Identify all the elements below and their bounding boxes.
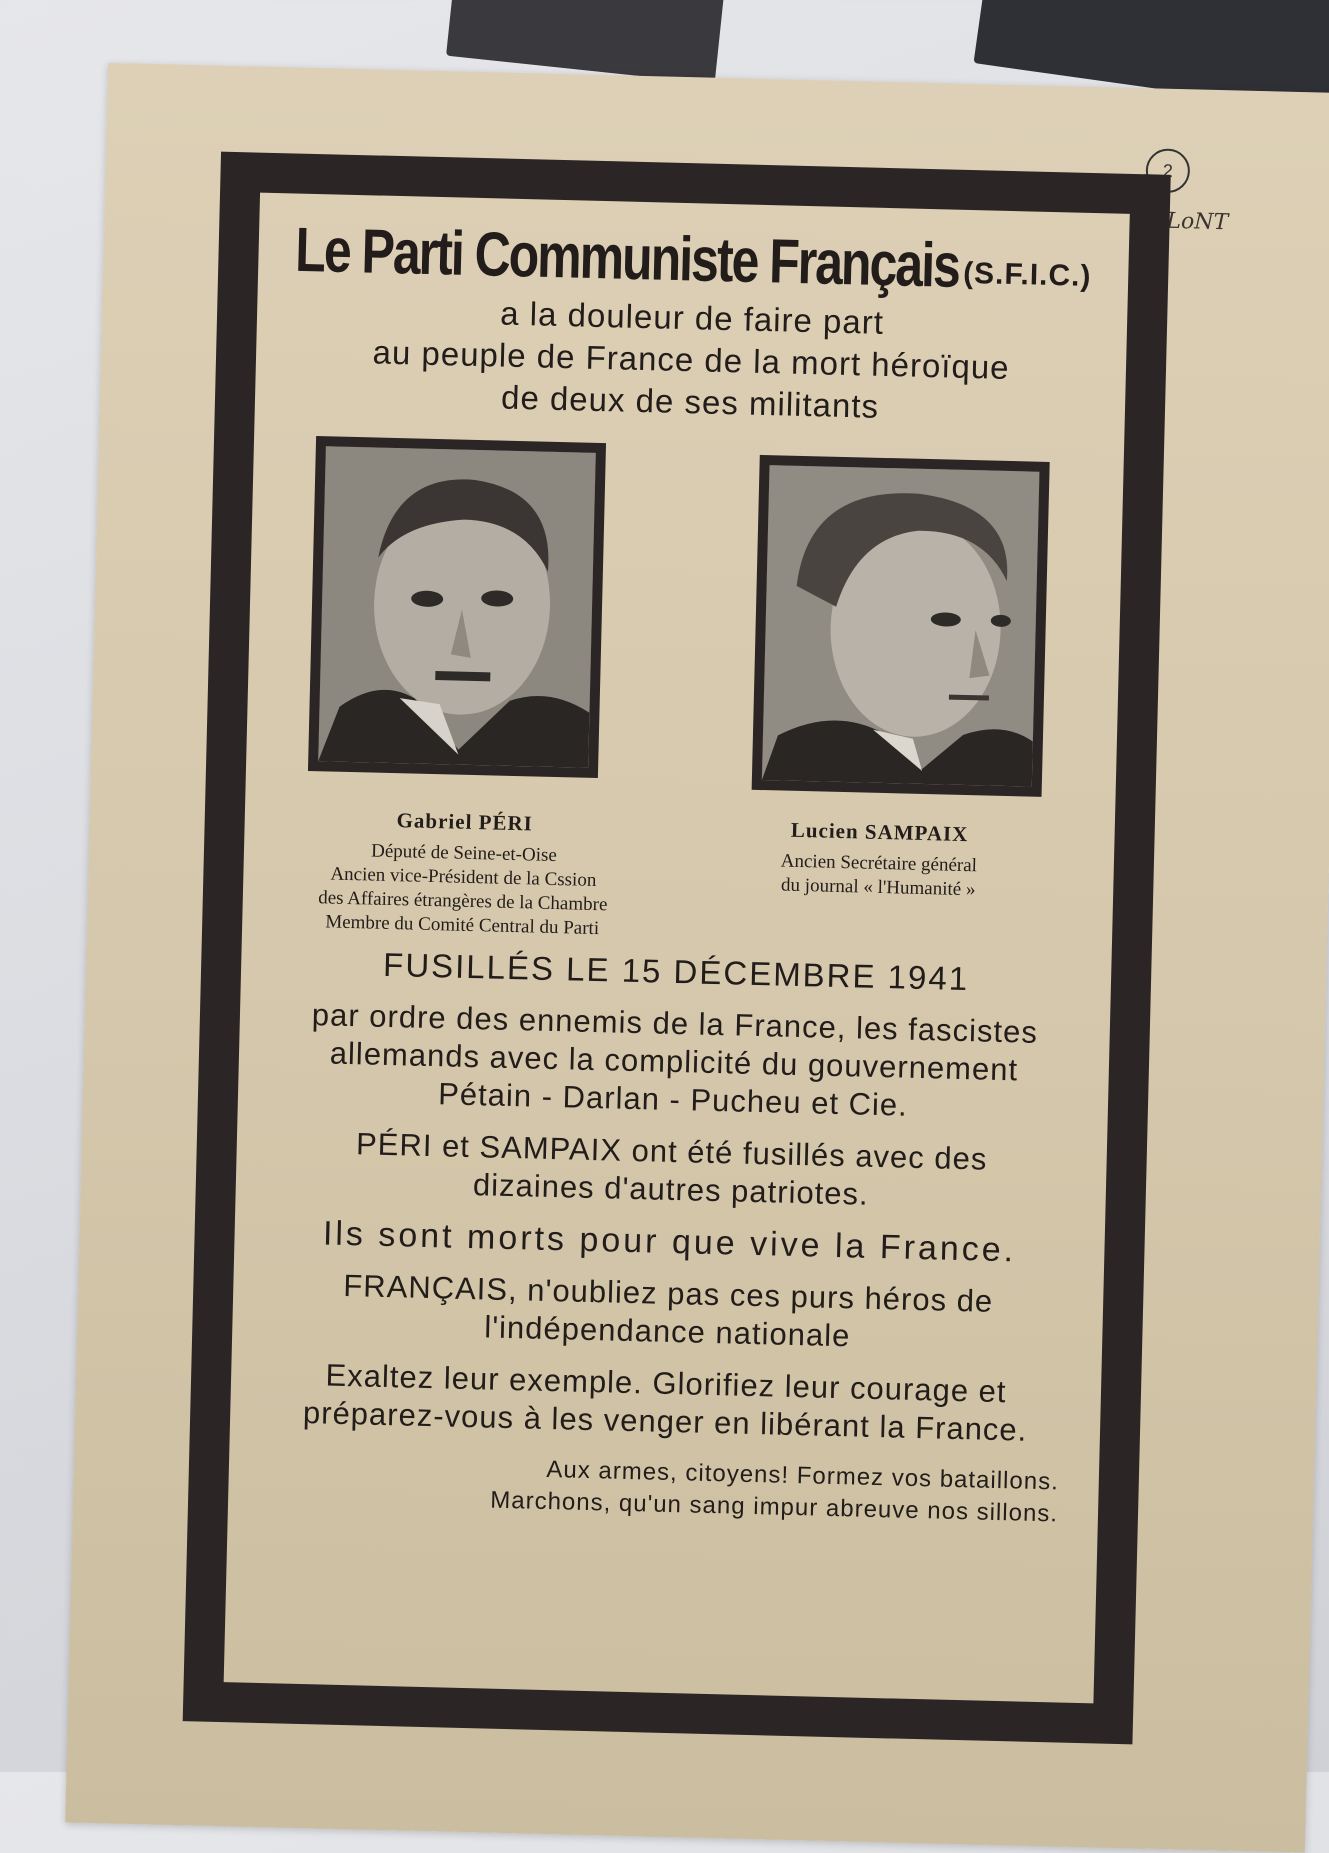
anthem-line: Aux armes, citoyens! Formez vos bataillons.	[546, 1455, 1060, 1496]
execution-date: FUSILLÉS LE 15 DÉCEMBRE 1941	[382, 945, 970, 998]
marseillaise-quote	[228, 1446, 1099, 1531]
person-name: Lucien SAMPAIX	[790, 817, 969, 847]
person-title-line: Ancien vice-Président de la Cssion	[330, 863, 597, 892]
paragraph-executions	[235, 1122, 1107, 1219]
intro-text	[255, 287, 1128, 434]
paragraph-line: dizaines d'autres patriotes.	[472, 1167, 870, 1212]
paragraph-perpetrators	[238, 994, 1111, 1129]
person-title-line: Ancien Secrétaire général	[780, 850, 978, 877]
paragraph-line: FRANÇAIS, n'oubliez pas ces purs héros de	[342, 1267, 994, 1319]
poster-title-suffix: (S.F.I.C.)	[962, 256, 1092, 293]
paragraph-line: l'indépendance nationale	[483, 1309, 851, 1354]
portrait-photo	[762, 465, 1040, 787]
intro-line: de deux de ses militants	[500, 378, 880, 425]
person-title-line: des Affaires étrangères de la Chambre	[317, 887, 608, 916]
intro-line: au peuple de France de la mort héroïque	[372, 333, 1010, 386]
portrait-lucien-sampaix	[752, 455, 1050, 797]
paragraph-line: préparez-vous à les venger en libérant la France.	[302, 1395, 1028, 1448]
paragraph-remember	[232, 1264, 1104, 1361]
person-name: Gabriel PÉRI	[396, 808, 534, 836]
poster-title: Le Parti Communiste Français	[294, 214, 960, 301]
caption-gabriel-peri	[282, 805, 645, 942]
anthem-line: Marchons, qu'un sang impur abreuve nos sillons.	[489, 1486, 1059, 1528]
person-title-line: Membre du Comité Central du Parti	[325, 911, 600, 940]
paragraph-line: Exaltez leur exemple. Glorifiez leur courage et	[325, 1357, 1007, 1410]
portrait-captions	[242, 804, 1115, 945]
paragraph-exalt	[230, 1354, 1102, 1451]
intro-line: a la douleur de faire part	[499, 294, 885, 341]
caption-lucien-sampaix	[713, 816, 1045, 904]
paragraph-line: par ordre des ennemis de la France, les fascistes	[311, 997, 1039, 1050]
pencil-annotation: DuLoNT	[1134, 207, 1229, 236]
paragraph-died-for-france: Ils sont morts pour que vive la France.	[322, 1214, 1017, 1270]
poster-content	[224, 193, 1130, 1704]
circled-page-number: 2	[1145, 148, 1190, 193]
paragraph-line: allemands avec la complicité du gouvernement	[329, 1035, 1019, 1088]
portrait-photo	[318, 446, 596, 768]
paragraph-line: Pétain - Darlan - Pucheu et Cie.	[437, 1076, 909, 1123]
poster-sheet	[65, 63, 1329, 1853]
paragraph-line: PÉRI et SAMPAIX ont été fusillés avec des	[355, 1126, 988, 1177]
person-title-line: du journal « l'Humanité »	[780, 874, 976, 901]
person-title-line: Député de Seine-et-Oise	[370, 840, 558, 867]
portraits-row	[245, 435, 1124, 826]
portrait-gabriel-peri	[308, 436, 606, 778]
